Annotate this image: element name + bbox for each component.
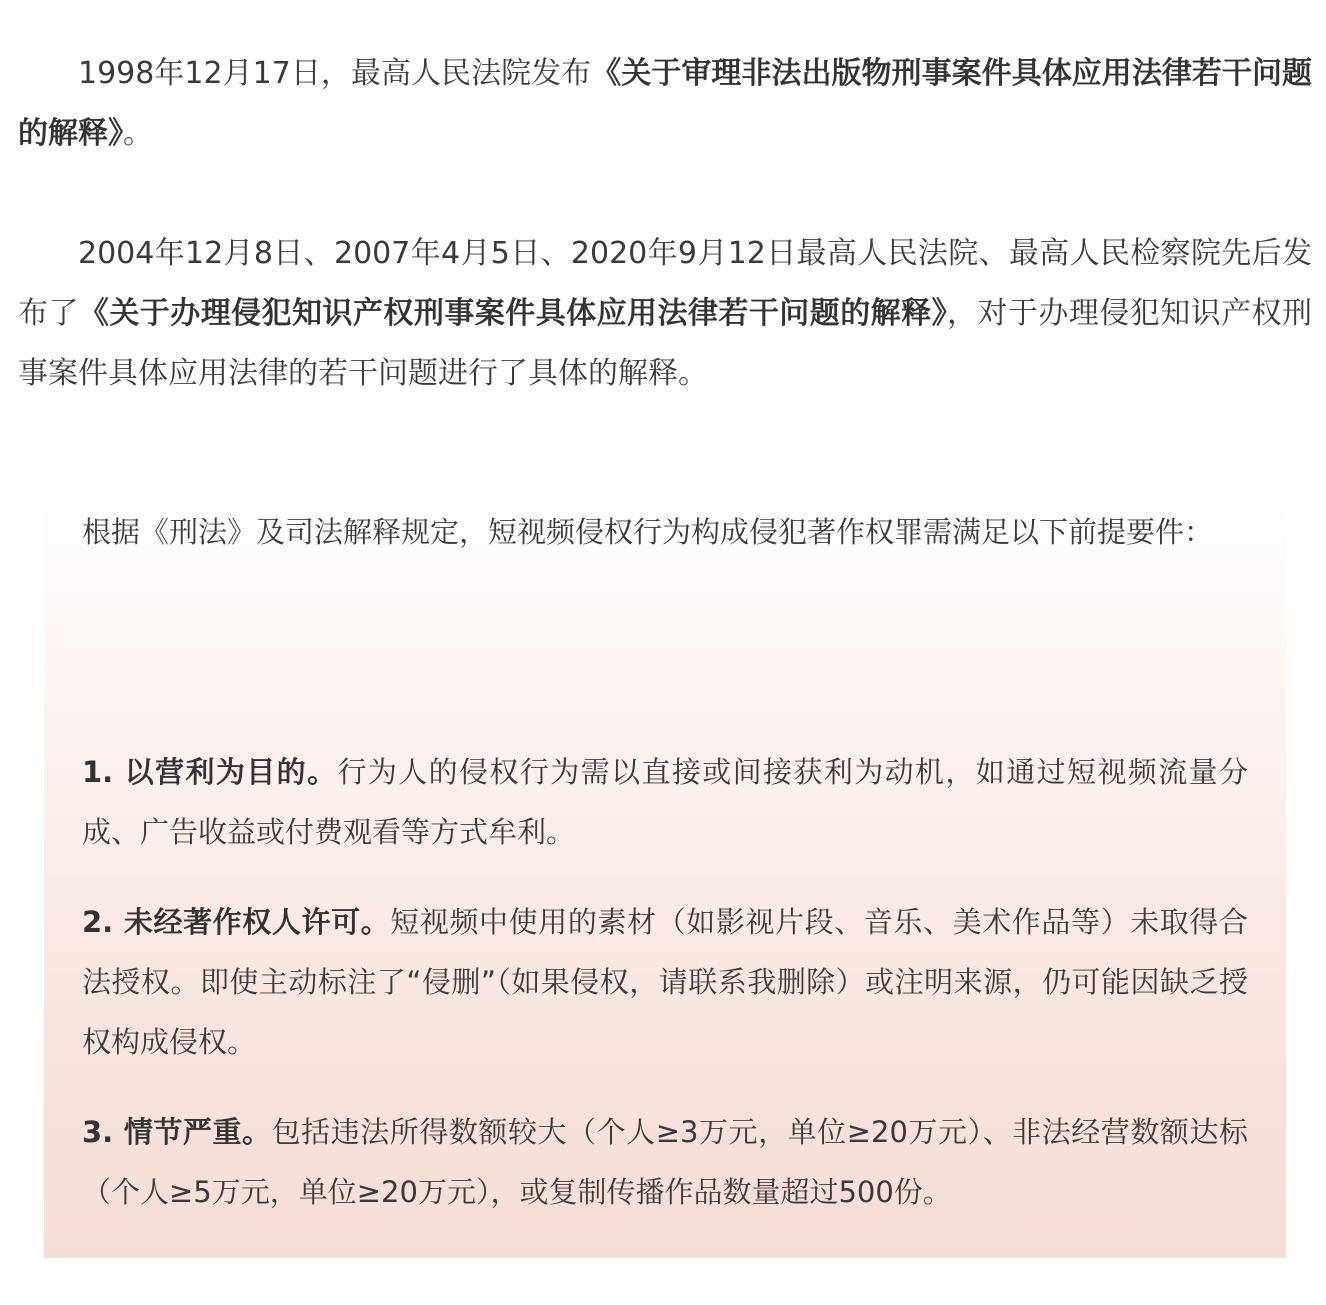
requirement-item bbox=[82, 742, 1248, 862]
paragraph-ip-interpretation bbox=[18, 224, 1312, 404]
requirement-text: 行为人的侵权行为需以直接或间接获利为动机，如通过短视频流量分成、广告收益或付费观看等方式牟利。 bbox=[82, 755, 1248, 849]
requirement-heading: 1. 以营利为目的。 bbox=[82, 755, 338, 789]
document-title: 《关于办理侵犯知识产权刑事案件具体应用法律若干问题的解释》 bbox=[78, 296, 948, 331]
requirements-callout-box bbox=[44, 486, 1286, 1258]
requirement-text: 包括违法所得数额较大（个人≥3万元，单位≥20万元）、非法经营数额达标（个人≥5万元，单位≥20万元），或复制传播作品数量超过500份。 bbox=[82, 1115, 1248, 1209]
paragraph-publication-1998 bbox=[18, 44, 1312, 164]
requirement-heading: 2. 未经著作权人许可。 bbox=[82, 905, 391, 939]
requirement-text: 短视频中使用的素材（如影视片段、音乐、美术作品等）未取得合法授权。即使主动标注了“侵删”（如果侵权，请联系我删除）或注明来源，仍可能因缺乏授权构成侵权。 bbox=[82, 905, 1248, 1059]
requirement-heading: 3. 情节严重。 bbox=[82, 1115, 272, 1149]
paragraph-text: 1998年12月17日，最高人民法院发布 bbox=[78, 56, 592, 91]
paragraph-text: 2004年12月8日、2007年4月5日、2020年9月12日最高人民法院、最高人民检察院先后发布了 bbox=[18, 236, 1312, 331]
paragraph-text: ，对于办理侵犯知识产权刑事案件具体应用法律的若干问题进行了具体的解释。 bbox=[18, 296, 1313, 391]
requirement-item bbox=[82, 892, 1248, 1072]
document-title: 《关于审理非法出版物刑事案件具体应用法律若干问题的解释》 bbox=[18, 56, 1313, 151]
requirement-item bbox=[82, 1102, 1248, 1222]
callout-intro: 根据《刑法》及司法解释规定，短视频侵权行为构成侵犯著作权罪需满足以下前提要件： bbox=[82, 515, 1214, 549]
paragraph-text: 。 bbox=[123, 116, 153, 151]
